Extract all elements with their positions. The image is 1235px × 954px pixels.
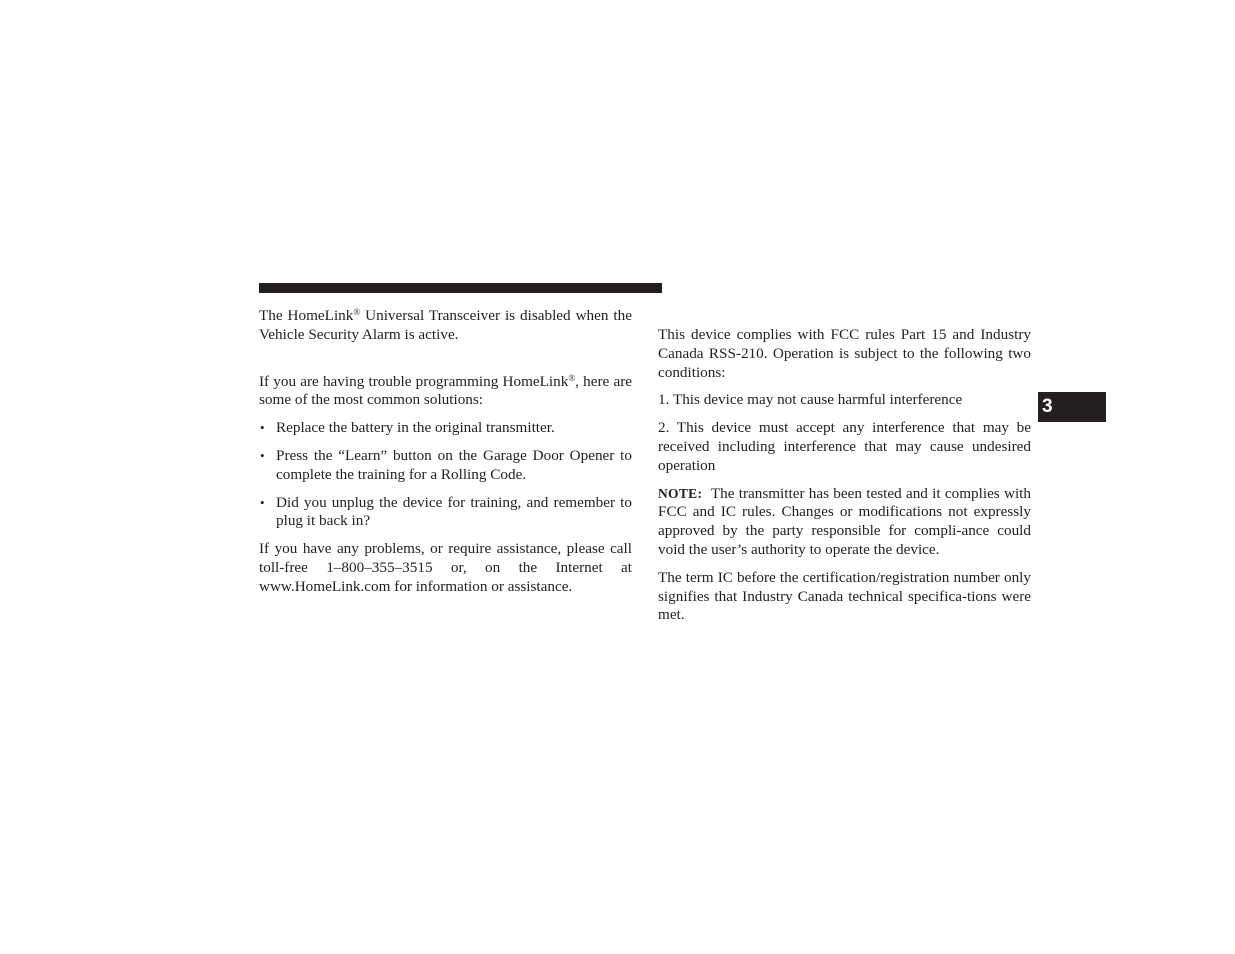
- chapter-number: 3: [1042, 396, 1053, 417]
- trouble-text-b: , here are some of the most common solutions:: [259, 372, 632, 409]
- condition-1: 1. This device may not cause harmful interference: [658, 391, 963, 409]
- list-item-text: Replace the battery in the original transmitter.: [276, 419, 555, 437]
- list-item-text: Press the “Learn” button on the Garage Door Opener to complete the training for a Rolling Code.: [276, 446, 632, 483]
- list-item: [259, 494, 632, 532]
- ic-paragraph: The term IC before the certification/registration number only signifies that Industry Canada technical specifica-tions were met.: [658, 568, 1031, 624]
- chapter-tab: [1038, 392, 1106, 422]
- intro-text-b: Universal Transceiver is disabled when the Vehicle Security Alarm is active.: [259, 307, 632, 343]
- security-alarm-paragraph: [259, 307, 632, 345]
- bullet-icon: •: [260, 447, 265, 463]
- troubleshooting-paragraph: [259, 373, 632, 411]
- trouble-text-a: If you are having trouble programming HomeLink: [259, 372, 569, 390]
- registered-mark: ®: [353, 307, 361, 317]
- solutions-list: [259, 419, 632, 531]
- section-header-bar: [259, 283, 662, 293]
- bullet-icon: •: [260, 494, 265, 510]
- note-paragraph: [658, 485, 1031, 560]
- left-column: [259, 307, 632, 597]
- fcc-compliance-paragraph: This device complies with FCC rules Part 15 and Industry Canada RSS-210. Operation is subject to the following two conditions:: [658, 326, 1031, 381]
- assistance-paragraph: If you have any problems, or require assistance, please call toll-free 1–800–355–3515 or, on the Internet at www.HomeLink.com for information or assistance.: [259, 540, 632, 595]
- list-item-text: Did you unplug the device for training, and remember to plug it back in?: [276, 493, 632, 530]
- condition-2: 2. This device must accept any interference that may be received including interference that may cause undesired operation: [658, 419, 1031, 474]
- intro-text-a: The HomeLink: [259, 307, 354, 324]
- registered-mark: ®: [568, 372, 576, 383]
- list-item: [259, 447, 632, 485]
- list-item: [259, 419, 632, 438]
- note-text: The transmitter has been tested and it complies with FCC and IC rules. Changes or modifications not expressly approved by the party responsible for compli-ance could void the user’s authority to operate the device.: [658, 484, 1031, 558]
- note-label: NOTE:: [658, 485, 703, 501]
- bullet-icon: •: [260, 420, 265, 436]
- right-column: [658, 326, 1031, 625]
